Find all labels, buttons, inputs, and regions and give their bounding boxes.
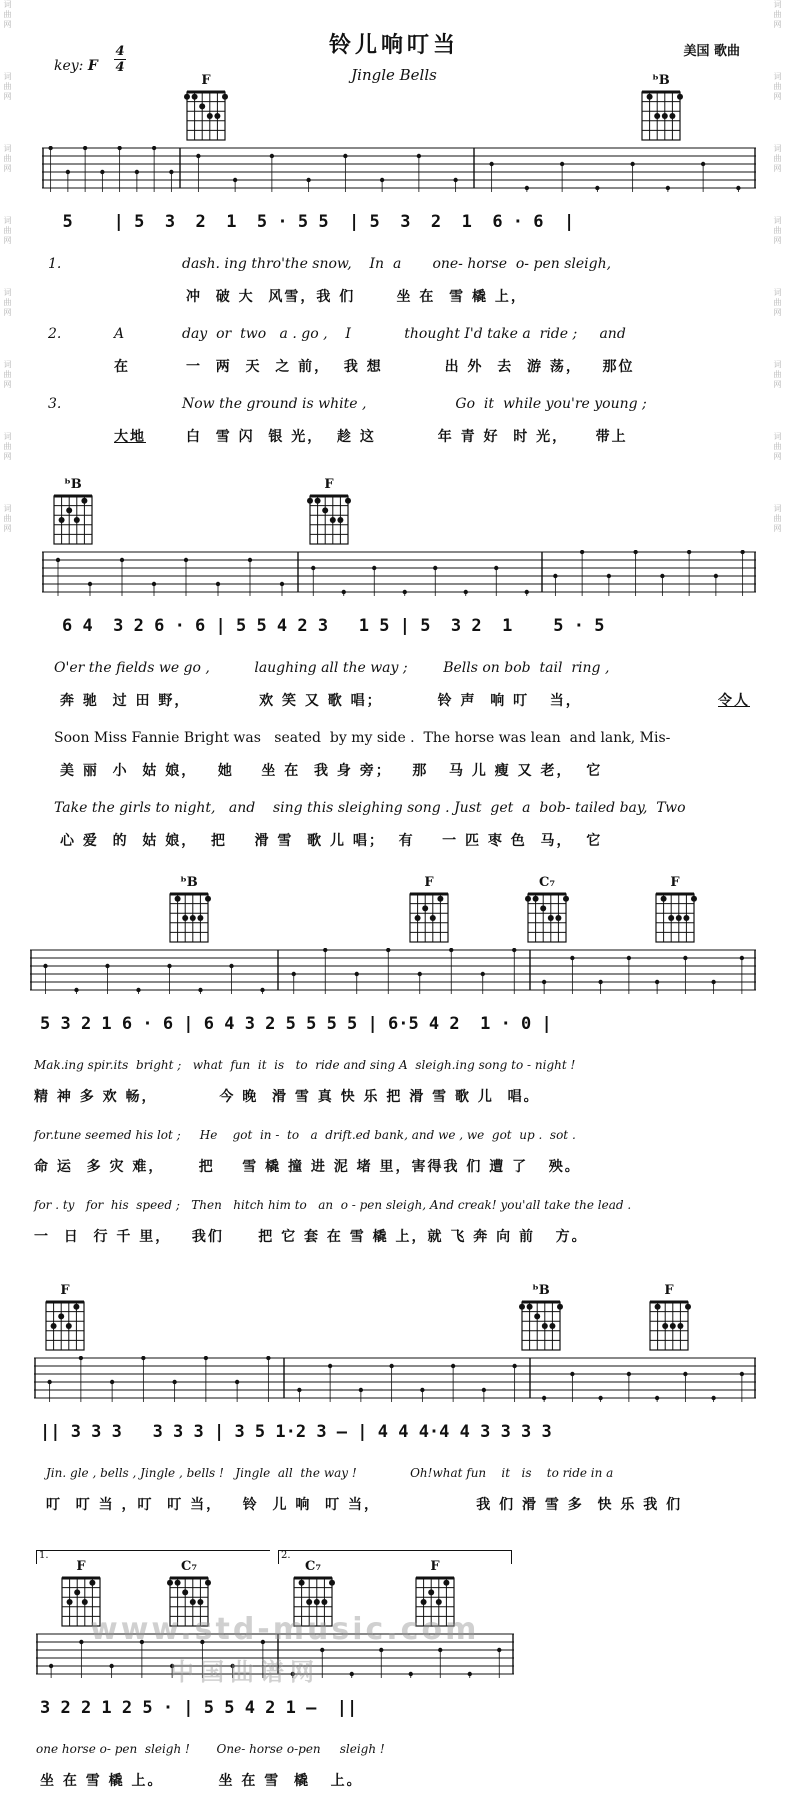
jianpu-line-3: 5 3 2 1 6 · 6 | 6 4 3 2 5 5 5 5 | 6·5 4 2 1 · 0 | <box>40 1014 552 1034</box>
jianpu-line-4: || 3 3 3 3 3 3 | 3 5 1·2 3 — | 4 4 4·4 4 3 3 3 3 <box>40 1422 552 1442</box>
side-watermark-char: 曲 <box>3 514 12 522</box>
chord-grid <box>518 1298 564 1354</box>
side-watermark-char: 词 <box>3 288 12 296</box>
lyric-s5-l1-zh: 坐 在 雪 橇 上。 坐 在 雪 橇 上。 <box>40 1773 363 1789</box>
time-signature <box>114 44 126 75</box>
side-watermark-char: 网 <box>773 92 782 100</box>
chord-name: F <box>324 477 334 492</box>
side-watermark-char: 词 <box>3 144 12 152</box>
key-signature <box>54 58 98 74</box>
tab-staff-4 <box>34 1356 756 1402</box>
first-ending-label: 1. <box>39 1550 49 1561</box>
lyric-s3-l2-zh: 命 运 多 灾 难， 把 雪 橇 撞 进 泥 堵 里，害得我 们 遭 了 殃。 <box>34 1159 581 1175</box>
chord-grid <box>646 1298 692 1354</box>
side-watermark-char: 网 <box>773 452 782 460</box>
side-watermark-char: 词 <box>3 0 12 8</box>
side-watermark-char: 词 <box>773 432 782 440</box>
tab-staff-3 <box>30 948 756 994</box>
chord-name: F <box>201 73 211 88</box>
chord-grid <box>652 890 698 946</box>
side-watermark-char: 曲 <box>3 442 12 450</box>
chord-diagram-bb <box>50 478 96 548</box>
verse-number-2: 2. <box>48 326 62 342</box>
lyric-s3-l2-en: for.tune seemed his lot ; He got in - to a drift.ed bank, and we , we got up . sot . <box>34 1128 576 1142</box>
chord-grid <box>42 1298 88 1354</box>
lyric-s2-l3-en: Take the girls to night, and sing this sleighing song . Just get a bob- tailed bay, Two <box>54 800 686 816</box>
side-watermark-char: 词 <box>773 288 782 296</box>
lyric-s3-l3-en: for . ty for his speed ; Then hitch him to an o - pen sleigh, And creak! you'all take the lead . <box>34 1198 632 1212</box>
side-watermark-char: 曲 <box>773 514 782 522</box>
chord-name: ᵇB <box>64 477 82 492</box>
time-bottom: 4 <box>115 60 125 75</box>
lyric-v2-zh-pickup: 在 <box>114 359 130 375</box>
tab-staff-2 <box>42 550 756 596</box>
chord-grid <box>50 492 96 548</box>
lyric-v3-en: Now the ground is white , Go it while you're young ; <box>182 396 647 412</box>
side-watermark-char: 曲 <box>773 370 782 378</box>
chord-name: ᵇB <box>652 73 670 88</box>
lyric-s2-l2-zh: 美 丽 小 姑 娘， 她 坐 在 我 身 旁； 那 马 儿 瘦 又 老， 它 <box>60 763 603 779</box>
verse-number-1: 1. <box>48 256 62 272</box>
chord-grid <box>306 492 352 548</box>
lyric-v3-zh: 白 雪 闪 银 光， 趁 这 年 青 好 时 光， 带上 <box>186 429 628 445</box>
lyric-v2-zh: 一 两 天 之 前， 我 想 出 外 去 游 荡， 那位 <box>186 359 635 375</box>
side-watermark-char: 词 <box>3 360 12 368</box>
side-watermark-char: 网 <box>773 164 782 172</box>
key-value: F <box>87 58 98 74</box>
chord-name: F <box>670 875 680 890</box>
time-top: 4 <box>115 44 125 59</box>
composer-credit: 美国 歌曲 <box>683 44 740 59</box>
side-watermark-char: 词 <box>773 72 782 80</box>
jianpu-line-2: 6 4 3 2 6 · 6 | 5 5 4 2 3 1 5 | 5 3 2 1 5 · 5 <box>62 616 605 636</box>
lyric-s4-l1-zh: 叮 叮 当 ，叮 叮 当， 铃 儿 响 叮 当， 我 们 滑 雪 多 快 乐 我 们 <box>46 1497 683 1513</box>
chord-diagram-f <box>306 478 352 548</box>
chord-name: ᵇB <box>180 875 198 890</box>
chord-diagram-f <box>652 876 698 946</box>
side-watermark-char: 网 <box>3 524 12 532</box>
chord-name: ᵇB <box>532 1283 550 1298</box>
chord-grid <box>406 890 452 946</box>
site-watermark: www.std-music.com <box>90 1612 480 1647</box>
chord-diagram-f <box>183 74 229 144</box>
lyric-v1-en: dash. ing thro'the snow, In a one- horse o- pen sleigh, <box>182 256 612 272</box>
tab-lines <box>42 550 756 596</box>
side-watermark-char: 曲 <box>3 154 12 162</box>
jianpu-line-1: 5 | 5 3 2 1 5 · 5 5 | 5 3 2 1 6 · 6 | <box>42 212 575 232</box>
page-title: 铃儿响叮当 <box>328 32 459 58</box>
chord-name: F <box>76 1559 86 1574</box>
jianpu-line-5: 3 2 2 1 2 5 · | 5 5 4 2 1 — || <box>40 1698 358 1718</box>
left-watermark-strip <box>2 0 16 1820</box>
side-watermark-char: 网 <box>3 164 12 172</box>
chord-grid <box>183 88 229 144</box>
lyric-s2-l1-zh: 奔 驰 过 田 野， 欢 笑 又 歌 唱； 铃 声 响 叮 当， <box>60 693 582 709</box>
side-watermark-char: 网 <box>3 20 12 28</box>
side-watermark-char: 词 <box>773 504 782 512</box>
page-subtitle: Jingle Bells <box>351 66 437 84</box>
tab-lines <box>42 146 756 192</box>
side-watermark-char: 曲 <box>3 226 12 234</box>
chord-diagram-f <box>646 1284 692 1354</box>
chord-diagram-bb <box>638 74 684 144</box>
lyric-v1-zh: 冲 破 大 风雪，我 们 坐 在 雪 橇 上， <box>186 289 527 305</box>
side-watermark-char: 曲 <box>3 370 12 378</box>
lyric-v3-zh-pickup: 大地 <box>114 429 146 445</box>
lyric-v2-en-pickup: A <box>114 326 125 342</box>
right-watermark-strip <box>772 0 786 1820</box>
lyric-s3-l1-zh: 精 神 多 欢 畅， 今 晚 滑 雪 真 快 乐 把 滑 雪 歌 儿 唱。 <box>34 1089 540 1105</box>
side-watermark-char: 网 <box>3 380 12 388</box>
chord-grid <box>638 88 684 144</box>
chord-grid <box>166 890 212 946</box>
tab-staff-1 <box>42 146 756 192</box>
verse-number-3: 3. <box>48 396 62 412</box>
chord-diagram-bb <box>518 1284 564 1354</box>
lyric-s4-l1-en: Jin. gle , bells , Jingle , bells ! Jingle all the way ! Oh!what fun it is to ride in a <box>46 1466 614 1480</box>
side-watermark-char: 曲 <box>773 442 782 450</box>
chord-name: C₇ <box>180 1559 198 1574</box>
chord-diagram-f <box>406 876 452 946</box>
side-watermark-char: 词 <box>773 360 782 368</box>
side-watermark-char: 曲 <box>773 298 782 306</box>
key-label: key: <box>54 58 84 74</box>
chord-name: F <box>664 1283 674 1298</box>
lyric-s2-l1-en: O'er the fields we go , laughing all the way ; Bells on bob tail ring , <box>54 660 610 676</box>
side-watermark-char: 网 <box>773 380 782 388</box>
chord-diagram-c7 <box>524 876 570 946</box>
side-watermark-char: 曲 <box>3 10 12 18</box>
side-watermark-char: 词 <box>3 432 12 440</box>
side-watermark-char: 网 <box>773 308 782 316</box>
lyric-s5-l1-en: one horse o- pen sleigh ! One- horse o-pen sleigh ! <box>36 1742 385 1756</box>
tab-lines <box>34 1356 756 1402</box>
side-watermark-char: 网 <box>773 524 782 532</box>
chord-diagram-f <box>42 1284 88 1354</box>
side-watermark-char: 词 <box>3 216 12 224</box>
side-watermark-char: 词 <box>3 504 12 512</box>
side-watermark-char: 词 <box>773 216 782 224</box>
lyric-s2-l3-zh: 心 爱 的 姑 娘， 把 滑 雪 歌 儿 唱； 有 一 匹 枣 色 马， 它 <box>60 833 603 849</box>
side-watermark-char: 网 <box>773 20 782 28</box>
lyric-s3-l1-en: Mak.ing spir.its bright ; what fun it is to ride and sing A sleigh.ing song to - night ! <box>34 1058 576 1072</box>
chord-grid <box>524 890 570 946</box>
side-watermark-char: 曲 <box>773 226 782 234</box>
chord-diagram-bb <box>166 876 212 946</box>
chord-name: C₇ <box>304 1559 322 1574</box>
lyric-s2-l1-zh-end: 令人 <box>718 693 750 709</box>
side-watermark-char: 曲 <box>773 10 782 18</box>
side-watermark-char: 词 <box>773 144 782 152</box>
site-watermark-cn: 中国曲谱网 <box>170 1658 320 1686</box>
side-watermark-char: 曲 <box>773 154 782 162</box>
lyric-v2-en: day or two a . go , I thought I'd take a ride ; and <box>182 326 626 342</box>
chord-name: F <box>424 875 434 890</box>
tab-lines <box>30 948 756 994</box>
side-watermark-char: 词 <box>773 0 782 8</box>
lyric-s2-l2-en: Soon Miss Fannie Bright was seated by my side . The horse was lean and lank, Mis- <box>54 730 671 746</box>
side-watermark-char: 曲 <box>3 298 12 306</box>
side-watermark-char: 网 <box>3 236 12 244</box>
side-watermark-char: 网 <box>773 236 782 244</box>
second-ending-label: 2. <box>281 1550 291 1561</box>
side-watermark-char: 网 <box>3 92 12 100</box>
side-watermark-char: 网 <box>3 452 12 460</box>
side-watermark-char: 词 <box>3 72 12 80</box>
side-watermark-char: 网 <box>3 308 12 316</box>
chord-name: C₇ <box>538 875 556 890</box>
lyric-s3-l3-zh: 一 日 行 千 里， 我们 把 它 套 在 雪 橇 上，就 飞 奔 向 前 方。 <box>34 1229 588 1245</box>
side-watermark-char: 曲 <box>3 82 12 90</box>
chord-name: F <box>430 1559 440 1574</box>
chord-name: F <box>60 1283 70 1298</box>
side-watermark-char: 曲 <box>773 82 782 90</box>
